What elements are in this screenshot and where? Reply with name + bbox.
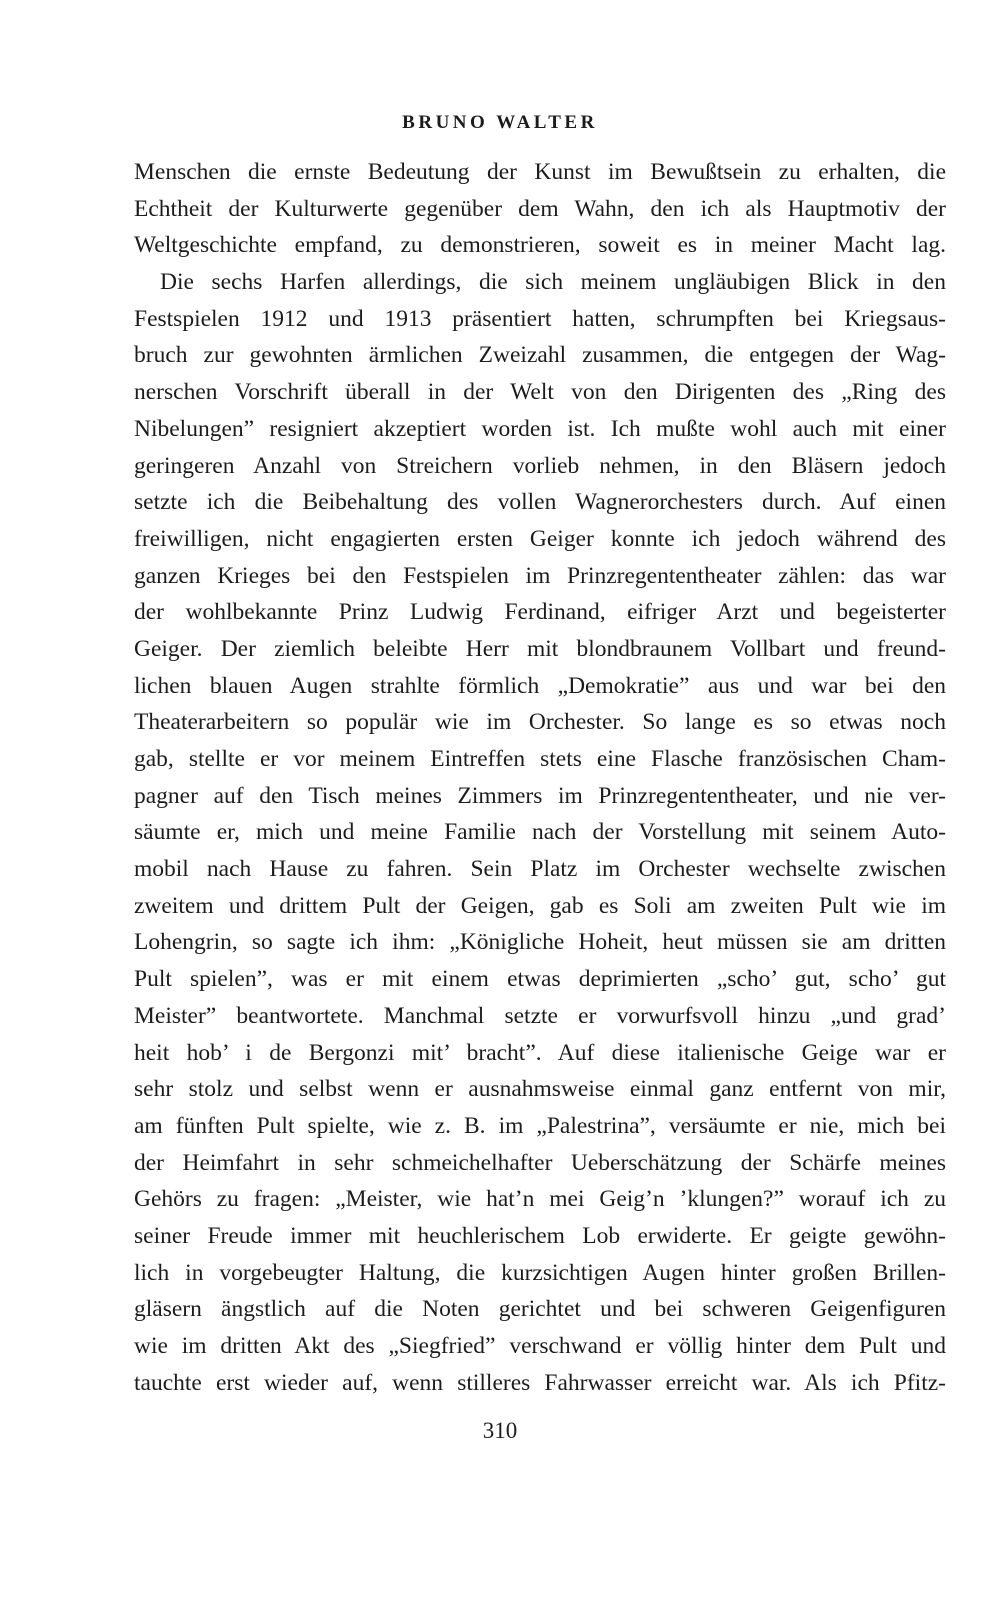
text-line: Menschen die ernste Bedeutung der Kunst im Bewußtsein zu erhalten, die bbox=[134, 159, 946, 185]
text-line: zweitem und drittem Pult der Geigen, gab es Soli am zweiten Pult wie im bbox=[134, 892, 946, 919]
text-line: Die sechs Harfen allerdings, die sich meinem ungläubigen Blick in den bbox=[160, 269, 946, 296]
text-line: freiwilligen, nicht engagierten ersten Geiger konnte ich jedoch während des bbox=[134, 525, 946, 552]
text-line: Echtheit der Kulturwerte gegenüber dem Wahn, den ich als Hauptmotiv der bbox=[134, 195, 946, 222]
text-line: sehr stolz und selbst wenn er ausnahmsweise einmal ganz entfernt von mir, bbox=[134, 1076, 946, 1103]
text-line: Weltgeschichte empfand, zu demonstrieren, soweit es in meiner Macht lag. bbox=[134, 232, 946, 259]
text-line: lichen blauen Augen strahlte förmlich „Demokratie” aus und war bei den bbox=[134, 672, 946, 699]
text-line: geringeren Anzahl von Streichern vorlieb nehmen, in den Bläsern jedoch bbox=[134, 452, 946, 479]
body-text bbox=[134, 154, 946, 1401]
text-line: Gehörs zu fragen: „Meister, wie hat’n mei Geig’n ’klungen?” worauf ich zu bbox=[134, 1186, 946, 1213]
text-line: bruch zur gewohnten ärmlichen Zweizahl zusammen, die entgegen der Wag- bbox=[134, 342, 946, 369]
text-line: Lohengrin, so sagte ich ihm: „Königliche Hoheit, heut müssen sie am dritten bbox=[134, 929, 946, 956]
text-line: setzte ich die Beibehaltung des vollen Wagnerorchesters durch. Auf einen bbox=[134, 489, 946, 516]
text-line: Geiger. Der ziemlich beleibte Herr mit blondbraunem Vollbart und freund- bbox=[134, 635, 946, 662]
text-line: tauchte erst wieder auf, wenn stilleres Fahrwasser erreicht war. Als ich Pfitz- bbox=[134, 1369, 946, 1396]
text-line: mobil nach Hause zu fahren. Sein Platz im Orchester wechselte zwischen bbox=[134, 856, 946, 883]
text-line: heit hob’ i de Bergonzi mit’ bracht”. Auf diese italienische Geige war er bbox=[134, 1039, 946, 1066]
running-head: BRUNO WALTER bbox=[402, 112, 598, 133]
text-line: am fünften Pult spielte, wie z. B. im „Palestrina”, versäumte er nie, mich bei bbox=[134, 1112, 946, 1139]
text-line: der Heimfahrt in sehr schmeichelhafter Ueberschätzung der Schärfe meines bbox=[134, 1149, 946, 1176]
text-line: Festspielen 1912 und 1913 präsentiert hatten, schrumpften bei Kriegsaus- bbox=[134, 305, 946, 332]
text-line: Pult spielen”, was er mit einem etwas deprimierten „scho’ gut, scho’ gut bbox=[134, 966, 946, 993]
text-line: wie im dritten Akt des „Siegfried” verschwand er völlig hinter dem Pult und bbox=[134, 1333, 946, 1359]
text-line: lich in vorgebeugter Haltung, die kurzsichtigen Augen hinter großen Brillen- bbox=[134, 1259, 946, 1286]
text-line: pagner auf den Tisch meines Zimmers im Prinzregententheater, und nie ver- bbox=[134, 782, 946, 809]
text-line: Nibelungen” resigniert akzeptiert worden ist. Ich mußte wohl auch mit einer bbox=[134, 415, 946, 442]
text-line: Theaterarbeitern so populär wie im Orchester. So lange es so etwas noch bbox=[134, 709, 946, 736]
text-line: nerschen Vorschrift überall in der Welt von den Dirigenten des „Ring des bbox=[134, 379, 946, 406]
text-line: gab, stellte er vor meinem Eintreffen stets eine Flasche französischen Cham- bbox=[134, 746, 946, 772]
text-line: säumte er, mich und meine Familie nach der Vorstellung mit seinem Auto- bbox=[134, 819, 946, 846]
page-number: 310 bbox=[482, 1418, 518, 1443]
text-line: seiner Freude immer mit heuchlerischem Lob erwiderte. Er geigte gewöhn- bbox=[134, 1222, 946, 1249]
text-line: der wohlbekannte Prinz Ludwig Ferdinand, eifriger Arzt und begeisterter bbox=[134, 599, 946, 626]
text-line: ganzen Krieges bei den Festspielen im Prinzregententheater zählen: das war bbox=[134, 562, 946, 589]
text-line: Meister” beantwortete. Manchmal setzte er vorwurfsvoll hinzu „und grad’ bbox=[134, 1002, 946, 1029]
text-line: gläsern ängstlich auf die Noten gerichtet und bei schweren Geigenfiguren bbox=[134, 1296, 946, 1323]
